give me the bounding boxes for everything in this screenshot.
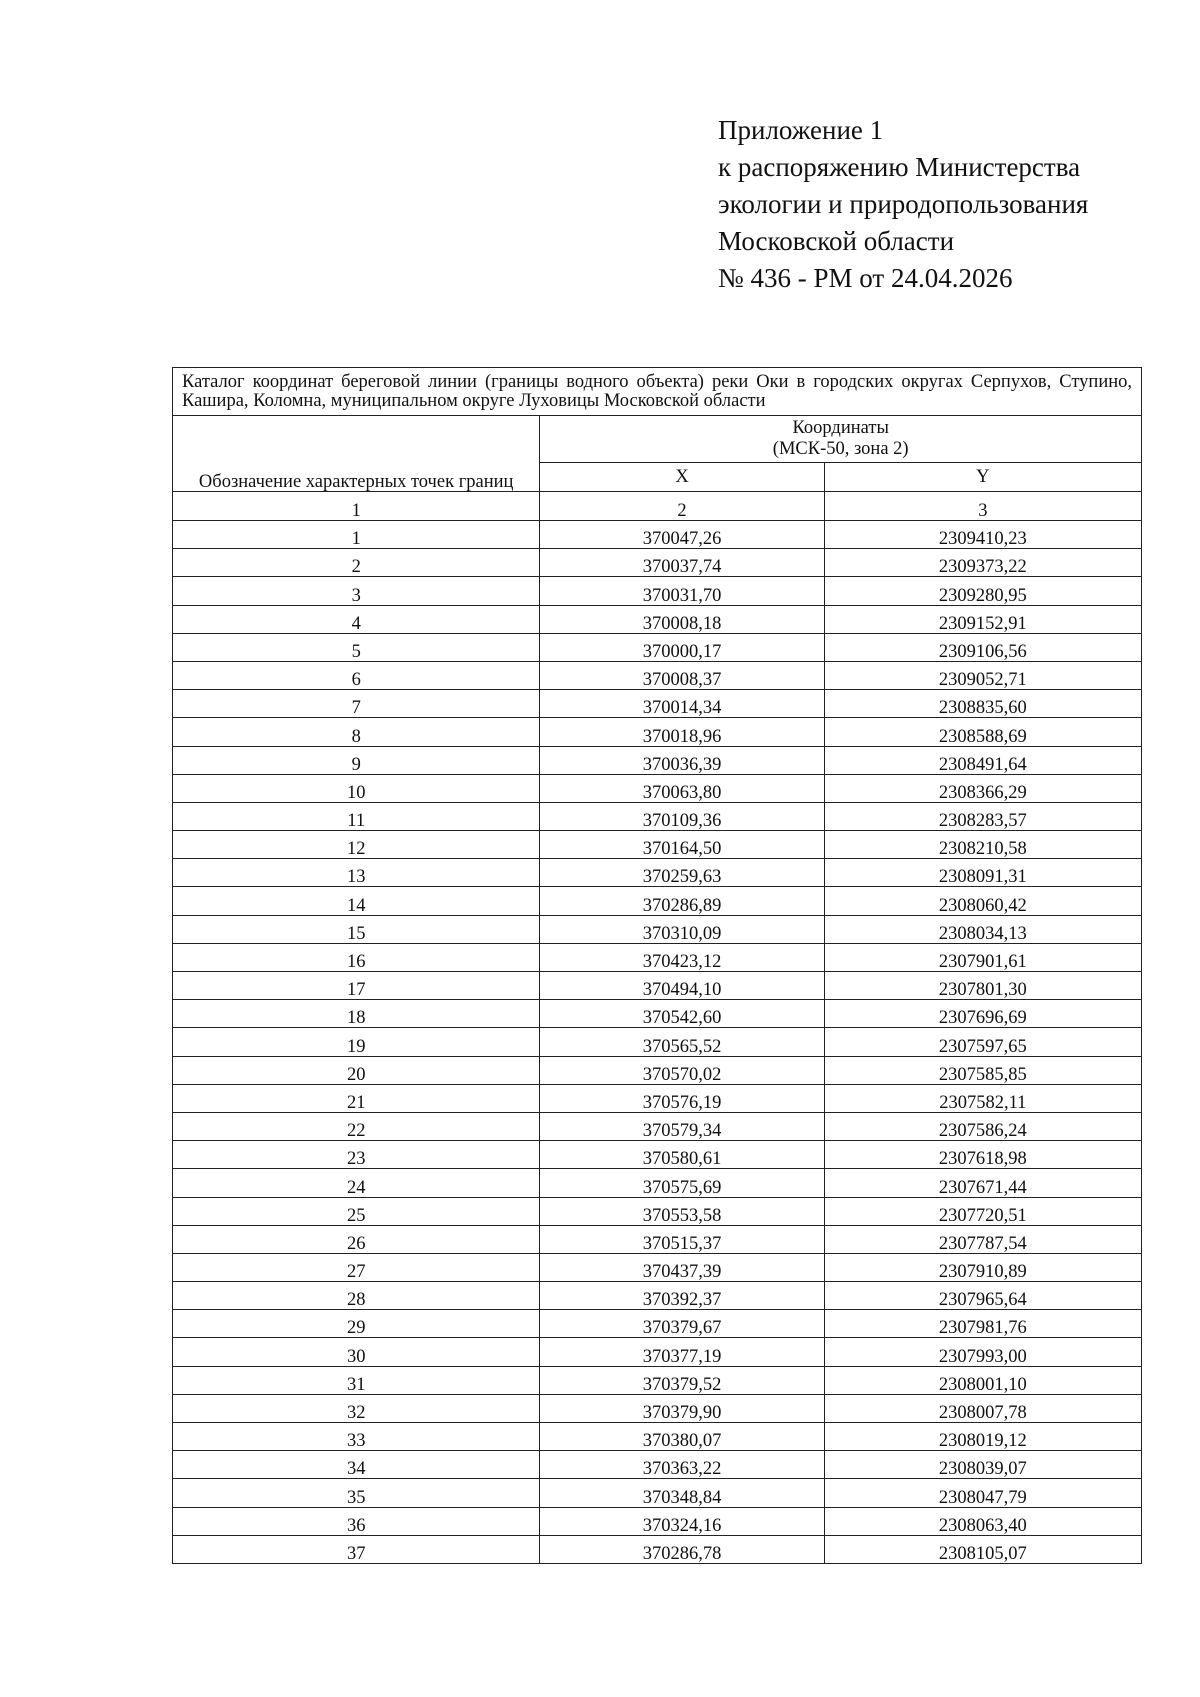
table-row <box>173 1507 1142 1535</box>
point-number-cell: 5 <box>173 633 540 661</box>
table-row <box>173 1451 1142 1479</box>
x-coordinate-cell: 370014,34 <box>540 690 824 718</box>
y-coordinate-cell: 2308210,58 <box>824 831 1141 859</box>
point-number-cell: 27 <box>173 1253 540 1281</box>
table-row <box>173 661 1142 689</box>
point-number-cell: 14 <box>173 887 540 915</box>
point-number-cell: 9 <box>173 746 540 774</box>
y-coordinate-cell: 2307618,98 <box>824 1141 1141 1169</box>
point-number-cell: 15 <box>173 915 540 943</box>
table-row <box>173 1169 1142 1197</box>
y-coordinate-cell: 2309280,95 <box>824 577 1141 605</box>
x-coordinate-cell: 370377,19 <box>540 1338 824 1366</box>
order-number-date: № 436 - РМ от 24.04.2026 <box>718 263 1013 293</box>
x-coordinate-cell: 370379,67 <box>540 1310 824 1338</box>
x-coordinate-cell: 370031,70 <box>540 577 824 605</box>
x-coordinate-cell: 370423,12 <box>540 943 824 971</box>
x-coordinate-cell: 370380,07 <box>540 1423 824 1451</box>
y-coordinate-cell: 2308047,79 <box>824 1479 1141 1507</box>
x-coordinate-cell: 370494,10 <box>540 972 824 1000</box>
table-row <box>173 915 1142 943</box>
point-number-cell: 20 <box>173 1056 540 1084</box>
x-coordinate-cell: 370324,16 <box>540 1507 824 1535</box>
y-coordinate-cell: 2308063,40 <box>824 1507 1141 1535</box>
y-coordinate-cell: 2308060,42 <box>824 887 1141 915</box>
table-row <box>173 746 1142 774</box>
x-coordinate-cell: 370259,63 <box>540 859 824 887</box>
x-column-header: X <box>540 463 824 492</box>
x-coordinate-cell: 370008,37 <box>540 661 824 689</box>
point-number-cell: 36 <box>173 1507 540 1535</box>
x-coordinate-cell: 370047,26 <box>540 521 824 549</box>
table-caption: Каталог координат береговой линии (границы водного объекта) реки Оки в городских округах Серпухов, Ступино, Кашира, Коломна, муниципальном округе Луховицы Московской области <box>173 368 1142 416</box>
point-number-cell: 37 <box>173 1535 540 1563</box>
table-row <box>173 1056 1142 1084</box>
y-coordinate-cell: 2307597,65 <box>824 1028 1141 1056</box>
point-number-cell: 16 <box>173 943 540 971</box>
y-coordinate-cell: 2309106,56 <box>824 633 1141 661</box>
point-number-cell: 13 <box>173 859 540 887</box>
table-row <box>173 1141 1142 1169</box>
y-coordinate-cell: 2308007,78 <box>824 1394 1141 1422</box>
table-row <box>173 1225 1142 1253</box>
table-row <box>173 1310 1142 1338</box>
y-coordinate-cell: 2307586,24 <box>824 1112 1141 1140</box>
point-number-cell: 32 <box>173 1394 540 1422</box>
y-coordinate-cell: 2307696,69 <box>824 1000 1141 1028</box>
x-coordinate-cell: 370553,58 <box>540 1197 824 1225</box>
point-number-cell: 1 <box>173 521 540 549</box>
x-coordinate-cell: 370570,02 <box>540 1056 824 1084</box>
y-coordinate-cell: 2308019,12 <box>824 1423 1141 1451</box>
y-coordinate-cell: 2309373,22 <box>824 549 1141 577</box>
coordinates-header <box>540 416 1142 463</box>
table-row <box>173 1253 1142 1281</box>
column-number-3: 3 <box>824 492 1141 521</box>
table-row <box>173 943 1142 971</box>
ministry-name-line: экологии и природопользования <box>718 189 1089 219</box>
x-coordinate-cell: 370348,84 <box>540 1479 824 1507</box>
column-number-1: 1 <box>173 492 540 521</box>
x-coordinate-cell: 370164,50 <box>540 831 824 859</box>
table-row <box>173 1394 1142 1422</box>
x-coordinate-cell: 370580,61 <box>540 1141 824 1169</box>
table-row <box>173 802 1142 830</box>
point-number-cell: 35 <box>173 1479 540 1507</box>
y-column-header: Y <box>824 463 1141 492</box>
point-number-cell: 34 <box>173 1451 540 1479</box>
table-row <box>173 549 1142 577</box>
y-coordinate-cell: 2308039,07 <box>824 1451 1141 1479</box>
column-number-2: 2 <box>540 492 824 521</box>
y-coordinate-cell: 2307582,11 <box>824 1084 1141 1112</box>
point-number-cell: 30 <box>173 1338 540 1366</box>
point-number-cell: 19 <box>173 1028 540 1056</box>
point-number-cell: 10 <box>173 774 540 802</box>
x-coordinate-cell: 370109,36 <box>540 802 824 830</box>
table-row <box>173 1535 1142 1563</box>
point-number-cell: 31 <box>173 1366 540 1394</box>
table-row <box>173 774 1142 802</box>
x-coordinate-cell: 370579,34 <box>540 1112 824 1140</box>
table-row <box>173 605 1142 633</box>
point-designation-header: Обозначение характерных точек границ <box>173 416 540 492</box>
y-coordinate-cell: 2307720,51 <box>824 1197 1141 1225</box>
y-coordinate-cell: 2307585,85 <box>824 1056 1141 1084</box>
point-number-cell: 3 <box>173 577 540 605</box>
x-coordinate-cell: 370542,60 <box>540 1000 824 1028</box>
y-coordinate-cell: 2307993,00 <box>824 1338 1141 1366</box>
table-row <box>173 718 1142 746</box>
appendix-title: Приложение 1 <box>718 115 884 145</box>
point-number-cell: 22 <box>173 1112 540 1140</box>
point-number-cell: 7 <box>173 690 540 718</box>
y-coordinate-cell: 2308283,57 <box>824 802 1141 830</box>
point-number-cell: 8 <box>173 718 540 746</box>
x-coordinate-cell: 370008,18 <box>540 605 824 633</box>
y-coordinate-cell: 2307787,54 <box>824 1225 1141 1253</box>
table-row <box>173 1423 1142 1451</box>
x-coordinate-cell: 370363,22 <box>540 1451 824 1479</box>
x-coordinate-cell: 370379,90 <box>540 1394 824 1422</box>
region-name-line: Московской области <box>718 226 955 256</box>
x-coordinate-cell: 370437,39 <box>540 1253 824 1281</box>
table-row <box>173 1028 1142 1056</box>
table-row <box>173 1338 1142 1366</box>
y-coordinate-cell: 2307801,30 <box>824 972 1141 1000</box>
point-number-cell: 6 <box>173 661 540 689</box>
x-coordinate-cell: 370515,37 <box>540 1225 824 1253</box>
x-coordinate-cell: 370037,74 <box>540 549 824 577</box>
point-number-cell: 29 <box>173 1310 540 1338</box>
x-coordinate-cell: 370379,52 <box>540 1366 824 1394</box>
y-coordinate-cell: 2309052,71 <box>824 661 1141 689</box>
y-coordinate-cell: 2307910,89 <box>824 1253 1141 1281</box>
point-number-cell: 26 <box>173 1225 540 1253</box>
y-coordinate-cell: 2308588,69 <box>824 718 1141 746</box>
x-coordinate-cell: 370310,09 <box>540 915 824 943</box>
point-number-cell: 23 <box>173 1141 540 1169</box>
point-number-cell: 12 <box>173 831 540 859</box>
point-number-cell: 25 <box>173 1197 540 1225</box>
point-number-cell: 33 <box>173 1423 540 1451</box>
table-row <box>173 633 1142 661</box>
y-coordinate-cell: 2309410,23 <box>824 521 1141 549</box>
y-coordinate-cell: 2308366,29 <box>824 774 1141 802</box>
table-row <box>173 1197 1142 1225</box>
y-coordinate-cell: 2309152,91 <box>824 605 1141 633</box>
order-reference-line: к распоряжению Министерства <box>718 152 1081 182</box>
x-coordinate-cell: 370575,69 <box>540 1169 824 1197</box>
coordinates-header-title: Координаты <box>792 418 889 438</box>
point-number-cell: 11 <box>173 802 540 830</box>
x-coordinate-cell: 370565,52 <box>540 1028 824 1056</box>
y-coordinate-cell: 2308491,64 <box>824 746 1141 774</box>
y-coordinate-cell: 2307981,76 <box>824 1310 1141 1338</box>
caption-row <box>173 368 1142 416</box>
x-coordinate-cell: 370036,39 <box>540 746 824 774</box>
coordinate-system-label: (МСК-50, зона 2) <box>772 439 909 459</box>
point-number-cell: 17 <box>173 972 540 1000</box>
y-coordinate-cell: 2307901,61 <box>824 943 1141 971</box>
point-number-cell: 4 <box>173 605 540 633</box>
y-coordinate-cell: 2308001,10 <box>824 1366 1141 1394</box>
table-row <box>173 1282 1142 1310</box>
x-coordinate-cell: 370063,80 <box>540 774 824 802</box>
x-coordinate-cell: 370576,19 <box>540 1084 824 1112</box>
table-row <box>173 577 1142 605</box>
y-coordinate-cell: 2307965,64 <box>824 1282 1141 1310</box>
y-coordinate-cell: 2308835,60 <box>824 690 1141 718</box>
y-coordinate-cell: 2307671,44 <box>824 1169 1141 1197</box>
table-row <box>173 690 1142 718</box>
table-row <box>173 521 1142 549</box>
point-number-cell: 2 <box>173 549 540 577</box>
point-number-cell: 24 <box>173 1169 540 1197</box>
x-coordinate-cell: 370000,17 <box>540 633 824 661</box>
x-coordinate-cell: 370392,37 <box>540 1282 824 1310</box>
table-row <box>173 972 1142 1000</box>
x-coordinate-cell: 370018,96 <box>540 718 824 746</box>
header-row <box>173 416 1142 463</box>
table-row <box>173 1000 1142 1028</box>
table-row <box>173 831 1142 859</box>
point-number-cell: 21 <box>173 1084 540 1112</box>
point-number-cell: 18 <box>173 1000 540 1028</box>
y-coordinate-cell: 2308034,13 <box>824 915 1141 943</box>
table-row <box>173 1112 1142 1140</box>
coordinates-table <box>172 367 1142 1564</box>
table-row <box>173 1084 1142 1112</box>
x-coordinate-cell: 370286,89 <box>540 887 824 915</box>
y-coordinate-cell: 2308105,07 <box>824 1535 1141 1563</box>
y-coordinate-cell: 2308091,31 <box>824 859 1141 887</box>
appendix-header <box>718 112 1088 297</box>
table-row <box>173 887 1142 915</box>
table-row <box>173 1366 1142 1394</box>
column-number-row <box>173 492 1142 521</box>
table-row <box>173 1479 1142 1507</box>
point-number-cell: 28 <box>173 1282 540 1310</box>
coordinates-table-body <box>173 368 1142 1564</box>
table-row <box>173 859 1142 887</box>
x-coordinate-cell: 370286,78 <box>540 1535 824 1563</box>
